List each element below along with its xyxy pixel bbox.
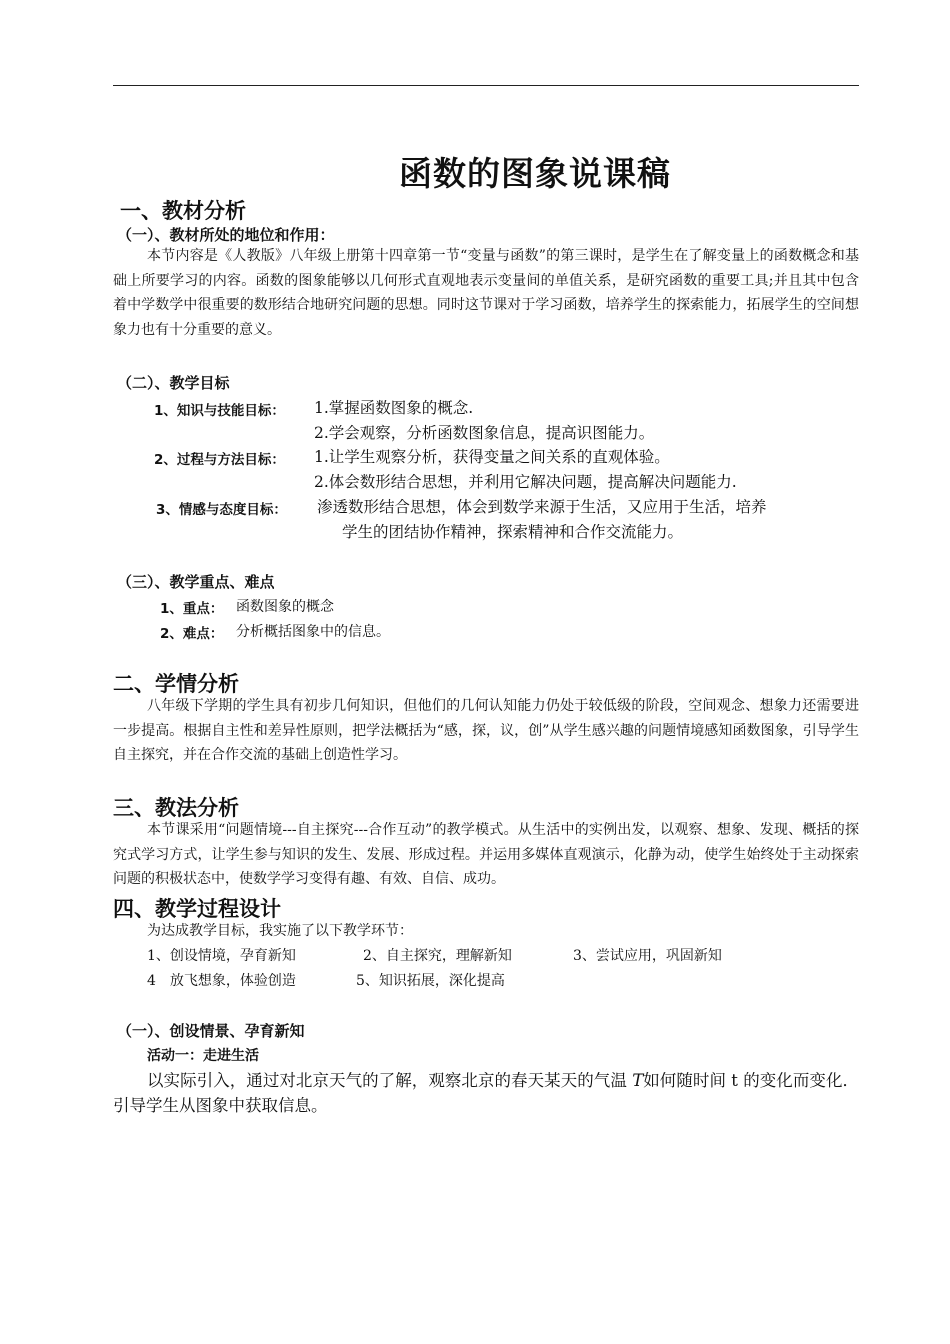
section-1-heading: 一、教材分析: [120, 199, 246, 223]
header-rule: [113, 85, 859, 86]
section-1-1-heading: （一）、教材所处的地位和作用：: [117, 226, 335, 244]
temperature-variable: T: [632, 1071, 644, 1090]
key-point-label: 1、重点：: [160, 601, 224, 617]
section-3-paragraph: 本节课采用“问题情境---自主探究---合作互动”的教学模式。从生活中的实例出发，以观察、想象、发现、概括的探究式学习方式，让学生参与知识的发生、发展、形成过程。并运用多媒体直观演示，化静为动，使学生始终处于主动探索问题的积极状态中，使数学学习变得有趣、有效、自信、成功。: [113, 822, 859, 887]
section-1-2-heading: （二）、教学目标: [117, 374, 230, 392]
activity-1-text-b: 如何随时间 t 的变化而变化．引导学生从图象中获取信息。: [113, 1071, 859, 1115]
goal-1-item-2: 2.学会观察，分析函数图象信息，提高识图能力。: [314, 424, 655, 442]
activity-1-paragraph: [113, 1068, 859, 1118]
section-4-1-heading: （一）、创设情景、孕育新知: [117, 1022, 305, 1040]
goal-3-label: 3、情感与态度目标：: [156, 502, 287, 518]
difficulty-text: 分析概括图象中的信息。: [236, 624, 390, 640]
process-step-5: 5、知识拓展，深化提高: [356, 973, 505, 989]
process-step-4: 4 放飞想象，体验创造: [147, 973, 296, 989]
key-point-text: 函数图象的概念: [236, 599, 334, 615]
section-1-1-paragraph: 本节内容是《人教版》八年级上册第十四章第一节“变量与函数”的第三课时，是学生在了解变量上的函数概念和基础上所要学习的内容。函数的图象能够以几何形式直观地表示变量间的单值关系，是研究函数的重要工具;并且其中包含着中学数学中很重要的数形结合地研究问题的思想。同时这节课对于学习函数，培养学生的探索能力，拓展学生的空间想象力也有十分重要的意义。: [113, 248, 859, 338]
goal-2-label: 2、过程与方法目标：: [154, 452, 285, 468]
section-4-heading: 四、教学过程设计: [113, 897, 281, 921]
goal-2-item-2: 2.体会数形结合思想，并利用它解决问题，提高解决问题能力.: [314, 473, 737, 491]
goal-3-line-2: 学生的团结协作精神，探索精神和合作交流能力。: [342, 523, 684, 541]
section-1-3-heading: （三）、教学重点、难点: [117, 573, 275, 591]
process-step-3: 3、尝试应用，巩固新知: [573, 948, 722, 964]
section-3-heading: 三、教法分析: [113, 796, 239, 820]
activity-1-title: 活动一：走进生活: [147, 1048, 259, 1064]
process-step-2: 2、自主探究，理解新知: [363, 948, 512, 964]
goal-1-label: 1、知识与技能目标：: [154, 403, 285, 419]
section-2-paragraph: 八年级下学期的学生具有初步几何知识，但他们的几何认知能力仍处于较低级的阶段，空间观念、想象力还需要进一步提高。根据自主性和差异性原则，把学法概括为“感，探，议，创”从学生感兴趣的问题情境感知函数图象，引导学生自主探究，并在合作交流的基础上创造性学习。: [113, 698, 859, 763]
process-intro: 为达成教学目标，我实施了以下教学环节：: [147, 923, 413, 939]
difficulty-label: 2、难点：: [160, 626, 224, 642]
goal-3-line-1: 渗透数形结合思想，体会到数学来源于生活，又应用于生活，培养: [317, 498, 767, 516]
activity-1-text-a: 以实际引入，通过对北京天气的了解，观察北京的春天某天的气温: [147, 1071, 633, 1090]
goal-1-item-1: 1.掌握函数图象的概念.: [314, 399, 474, 417]
goal-2-item-1: 1.让学生观察分析，获得变量之间关系的直观体验。: [314, 448, 670, 466]
process-step-1: 1、创设情境，孕育新知: [147, 948, 296, 964]
page-title: 函数的图象说课稿: [399, 154, 671, 193]
section-2-heading: 二、学情分析: [113, 672, 239, 696]
